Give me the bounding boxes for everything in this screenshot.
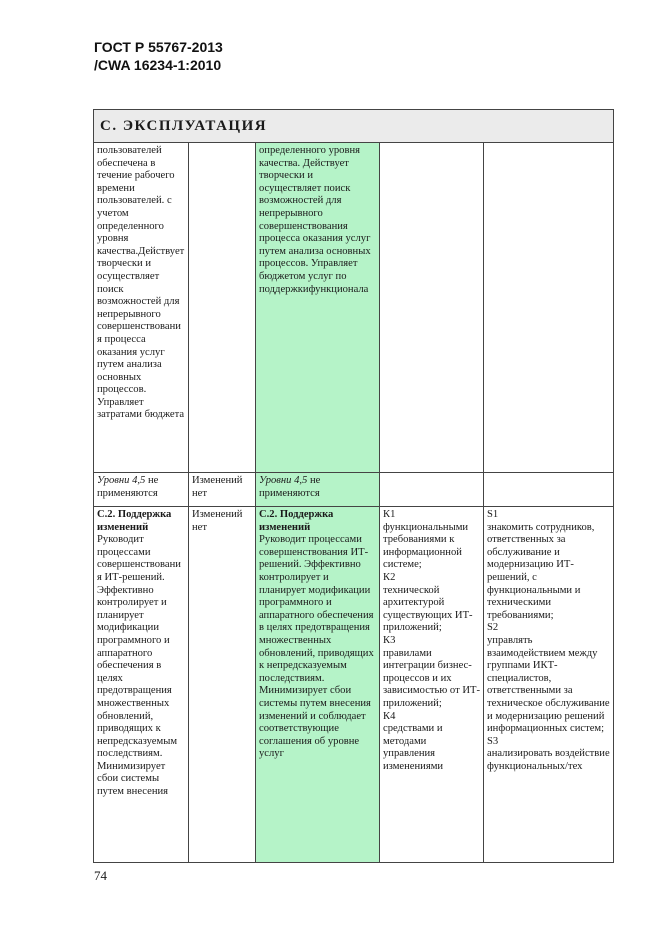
knowledge-k4-text: средствами и методами управления изменениями bbox=[383, 723, 444, 772]
section-header-row bbox=[94, 110, 614, 143]
competence-old-cell bbox=[94, 507, 189, 863]
knowledge-k2-text: технической архитектурой существующих ИТ-приложений; bbox=[383, 584, 473, 634]
levels-note-text: не применяются bbox=[97, 475, 159, 499]
levels-label: Уровни 4,5 bbox=[97, 475, 146, 486]
skill-s3-text: анализировать воздействие функциональных/тех bbox=[487, 748, 610, 772]
level-description-cell: пользователей обеспечена в течение рабочего времени пользователей. с учетом определенного уровня качества.Действует творчески и осуществляет поиск возможностей для непрерывного совершенствования процесса оказания услуг путем анализа основных процессов. Управляет затратами бюджета bbox=[94, 143, 189, 473]
competence-title: С.2. Поддержка изменений bbox=[97, 509, 172, 533]
table-row bbox=[94, 507, 614, 863]
knowledge-k3-text: правилами интеграции бизнес-процессов и их зависимостью от ИТ-приложений; bbox=[383, 647, 481, 709]
change-cell: Изменений нет bbox=[189, 507, 256, 863]
skills-cell bbox=[484, 507, 614, 863]
knowledge-k2-label: К2 bbox=[383, 571, 396, 583]
levels-label: Уровни 4,5 bbox=[259, 475, 308, 486]
competence-description: Руководит процессами совершенствования ИТ-решений. Эффективно контролирует и планирует модификации программного и аппаратного обеспечения в целях предотвращения множественных обновлений, приводящих к непредсказуемым последствиям. Минимизирует сбои системы путем внесения изменений и соблюдает соответствующие соглашения об уровне услуг bbox=[259, 534, 374, 760]
table-row bbox=[94, 473, 614, 507]
levels-note-cell bbox=[94, 473, 189, 507]
standard-number: ГОСТ Р 55767-2013 bbox=[94, 39, 223, 55]
competence-table bbox=[93, 109, 614, 863]
skills-cell bbox=[484, 143, 614, 473]
standard-reference: /CWA 16234-1:2010 bbox=[94, 57, 222, 73]
competence-title: С.2. Поддержка изменений bbox=[259, 509, 334, 533]
change-cell: Изменений нет bbox=[189, 473, 256, 507]
page-number: 74 bbox=[94, 868, 107, 883]
skill-s2-text: управлять взаимодействием между группами ИКТ-специалистов, ответственными за техническое обслуживание и модернизацию решений информационных систем; bbox=[487, 634, 610, 735]
competence-description: Руководит процессами совершенствования ИТ-решений. Эффективно контролирует и планирует модификации программного и аппаратного обеспечения в целях предотвращения множественных обновлений, приводящих к непредсказуемым последствиям. Минимизирует сбои системы путем внесения bbox=[97, 534, 181, 798]
knowledge-k3-label: К3 bbox=[383, 634, 396, 646]
skill-s1-label: S1 bbox=[487, 509, 499, 520]
skill-s1-text: знакомить сотрудников, ответственных за обслуживание и модернизацию ИТ-решений, с функциональными и техническими требованиями; bbox=[487, 521, 595, 621]
new-levels-note-cell bbox=[256, 473, 380, 507]
knowledge-k1-text: функциональными требованиями к информационной системе; bbox=[383, 521, 469, 571]
new-level-description-cell: определенного уровня качества. Действует творчески и осуществляет поиск возможностей для непрерывного совершенствования процесса оказания услуг путем анализа основных процессов. Управляет бюджетом услуг по поддержкифункционала bbox=[256, 143, 380, 473]
knowledge-k4-label: К4 bbox=[383, 710, 396, 722]
levels-note-text: не применяются bbox=[259, 475, 321, 499]
change-cell bbox=[189, 143, 256, 473]
skill-s3-label: S3 bbox=[487, 735, 499, 747]
skill-s2-label: S2 bbox=[487, 622, 499, 634]
document-header bbox=[94, 38, 223, 74]
table-row bbox=[94, 143, 614, 473]
knowledge-k1-label: К1 bbox=[383, 509, 396, 520]
section-title: С. ЭКСПЛУАТАЦИЯ bbox=[94, 110, 614, 143]
knowledge-cell bbox=[380, 143, 484, 473]
competence-new-cell bbox=[256, 507, 380, 863]
knowledge-cell bbox=[380, 507, 484, 863]
